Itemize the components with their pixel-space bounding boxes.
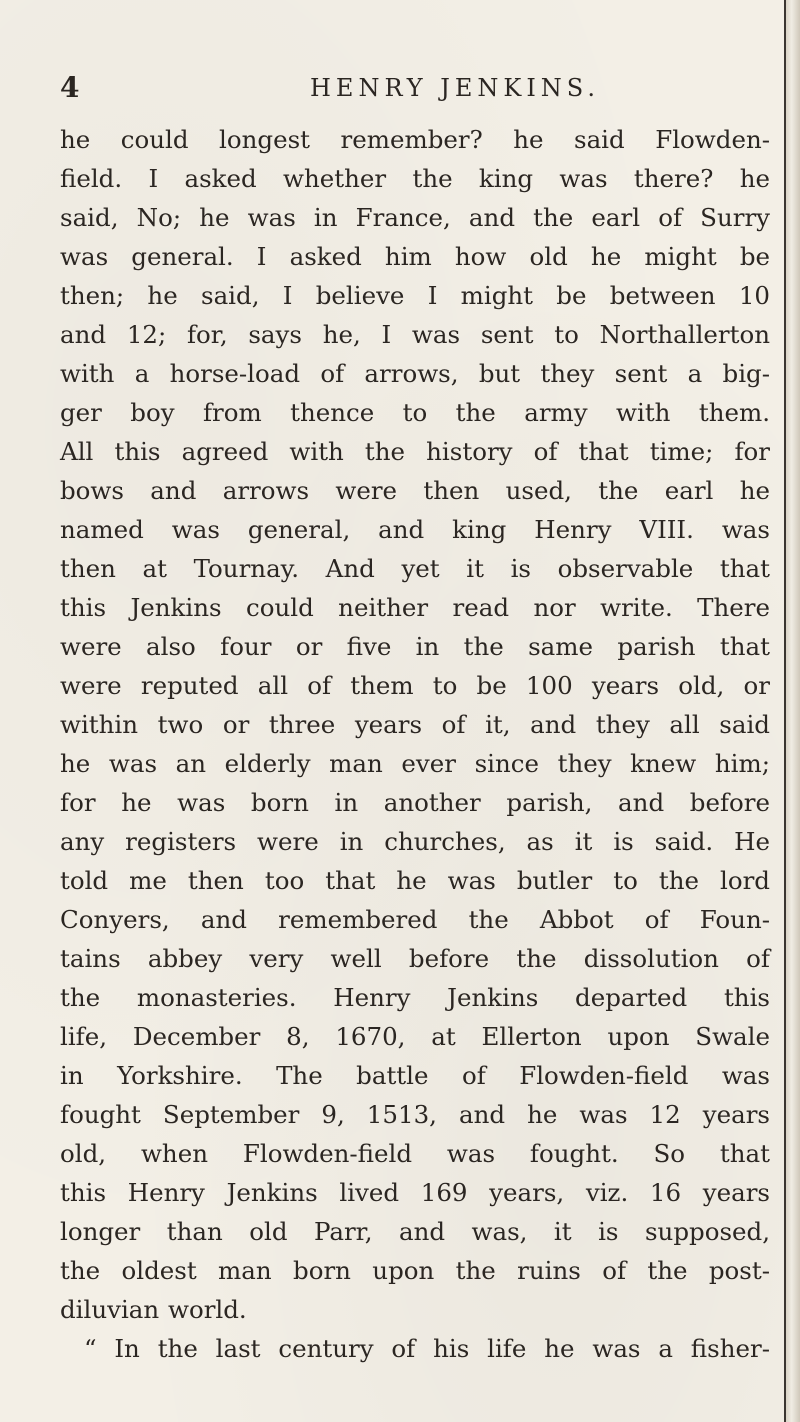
- text-line: named was general, and king Henry VIII. was: [60, 515, 770, 544]
- text-line: he could longest remember? he said Flowden-: [60, 125, 770, 154]
- text-line: field. I asked whether the king was there? he: [60, 164, 770, 193]
- text-line: this Jenkins could neither read nor write. There: [60, 593, 770, 622]
- text-line: the oldest man born upon the ruins of the post-: [60, 1256, 770, 1285]
- text-line: diluvian world.: [60, 1295, 247, 1324]
- running-head: HENRY JENKINS.: [310, 74, 601, 102]
- text-line: ger boy from thence to the army with them.: [60, 398, 770, 427]
- text-line: All this agreed with the history of that time; for: [60, 437, 770, 466]
- text-line: then; he said, I believe I might be between 10: [60, 281, 770, 310]
- text-line: for he was born in another parish, and before: [60, 788, 770, 817]
- text-line: “ In the last century of his life he was a fisher-: [84, 1334, 770, 1363]
- text-line: was general. I asked him how old he might be: [60, 242, 770, 271]
- text-line: bows and arrows were then used, the earl he: [60, 476, 770, 505]
- text-line: he was an elderly man ever since they knew him;: [60, 749, 770, 778]
- text-line: fought September 9, 1513, and he was 12 years: [60, 1100, 770, 1129]
- text-line: and 12; for, says he, I was sent to Northallerton: [60, 320, 770, 349]
- text-line: told me then too that he was butler to the lord: [60, 866, 770, 895]
- text-line: tains abbey very well before the dissolution of: [60, 944, 770, 973]
- text-line: longer than old Parr, and was, it is supposed,: [60, 1217, 770, 1246]
- text-line: life, December 8, 1670, at Ellerton upon Swale: [60, 1022, 770, 1051]
- text-line: this Henry Jenkins lived 169 years, viz. 16 years: [60, 1178, 770, 1207]
- text-line: were also four or five in the same parish that: [60, 632, 770, 661]
- text-line: Conyers, and remembered the Abbot of Foun-: [60, 905, 770, 934]
- text-line: said, No; he was in France, and the earl of Surry: [60, 203, 770, 232]
- text-line: old, when Flowden-field was fought. So that: [60, 1139, 770, 1168]
- text-line: with a horse-load of arrows, but they sent a big-: [60, 359, 770, 388]
- text-line: the monasteries. Henry Jenkins departed this: [60, 983, 770, 1012]
- page-header: [60, 68, 760, 108]
- text-line: in Yorkshire. The battle of Flowden-field was: [60, 1061, 770, 1090]
- page-edge: [784, 0, 800, 1422]
- text-line: any registers were in churches, as it is said. He: [60, 827, 770, 856]
- text-line: were reputed all of them to be 100 years old, or: [60, 671, 770, 700]
- text-line: then at Tournay. And yet it is observable that: [60, 554, 770, 583]
- body-text: [60, 120, 770, 1368]
- text-line: within two or three years of it, and they all said: [60, 710, 770, 739]
- page-number: 4: [60, 71, 80, 104]
